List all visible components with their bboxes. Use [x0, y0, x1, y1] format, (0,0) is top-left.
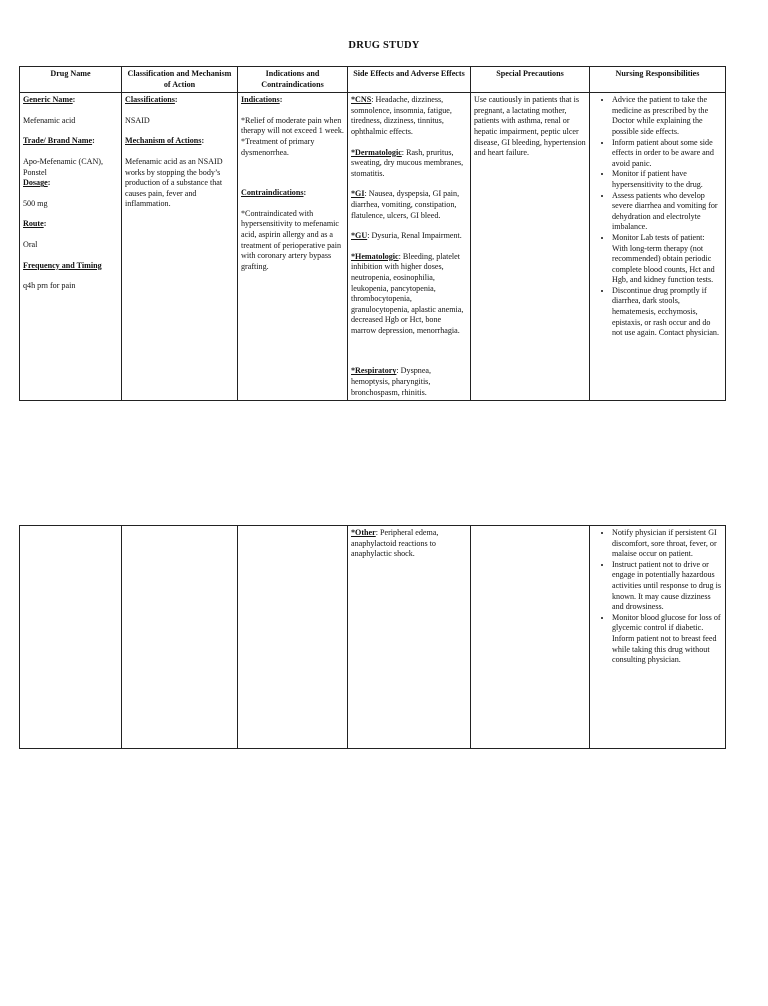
side-effects-cell — [348, 526, 471, 749]
empty-cell — [238, 526, 348, 749]
nursing-item: • Monitor if patient have hypersensitivity to the drug. — [612, 169, 722, 190]
empty-cell — [471, 526, 590, 749]
header-row — [20, 67, 726, 93]
drug-study-table-continued — [19, 525, 726, 749]
classification-label: Classifications — [125, 95, 175, 105]
drug-study-table — [19, 66, 726, 401]
derm-label: *Dermatologic — [351, 147, 402, 157]
mechanism-value: Mefenamic acid as an NSAID works by stopping the body’s production of a substance that causes pain, fever and inflammation. — [125, 156, 223, 209]
resp-value: : Dyspnea, hemoptysis, pharyngitis, bronchospasm, rhinitis. — [351, 366, 432, 397]
header-classification: Classification and Mechanism of Action — [122, 67, 238, 93]
indications-cell: Indications: *Relief of moderate pain when therapy will not exceed 1 week. *Treatment of primary dysmenorrhea. Contraindications: *Contraindicated with hypersensitivity to mefenamic acid, aspirin allergy and as a treatment of perioperative pain with coronary artery bypass grafting. — [238, 93, 348, 401]
classification-value: NSAID — [125, 115, 150, 125]
derm-value: : Rash, pruritus, sweating, dry mucous membranes, stomatitis. — [351, 147, 464, 178]
nursing-item: • Notify physician if persistent GI discomfort, sore throat, fever, or malaise occur on patient. — [612, 528, 722, 560]
hema-value: : Bleeding, platelet inhibition with higher doses, neutropenia, eosinophilia, leukopenia, pancytopenia, thrombocytopenia, granulocytopenia, aplastic anemia, decreased Hgb or Hct, bone marrow depression, menorrhagia. — [351, 251, 464, 335]
route-label: Route — [23, 219, 44, 229]
header-side-effects: Side Effects and Adverse Effects — [348, 67, 471, 93]
gu-label: *GU — [351, 231, 368, 241]
nursing-list — [593, 528, 722, 666]
indication-item: *Relief of moderate pain when therapy will not exceed 1 week. — [241, 115, 344, 136]
table-row — [20, 526, 726, 749]
side-effects-cell — [348, 93, 471, 401]
header-nursing: Nursing Responsibilities — [590, 67, 726, 93]
other-label: *Other — [351, 528, 376, 537]
header-indications: Indications and Contraindications — [238, 67, 348, 93]
header-drug-name: Drug Name — [20, 67, 122, 93]
other-value: : Peripheral edema, anaphylactoid reactions to anaphylactic shock. — [351, 528, 439, 559]
trade-name-value: Apo-Mefenamic (CAN), Ponstel — [23, 156, 104, 177]
generic-name-value: Mefenamic acid — [23, 115, 76, 125]
resp-label: *Respiratory — [351, 366, 397, 376]
frequency-value: q4h prn for pain — [23, 281, 76, 291]
nursing-item: • Instruct patient not to drive or engage in potentially hazardous activities until response to drug is known. It may cause dizziness and drowsiness. — [612, 560, 722, 613]
contraindications-value: *Contraindicated with hypersensitivity to mefenamic acid, aspirin allergy and as a treatment of perioperative pain with coronary artery bypass grafting. — [241, 208, 342, 271]
precautions-text: Use cautiously in patients that is pregnant, a lactating mother, patients with asthma, renal or hepatic impairment, peptic ulcer disease, GI bleeding, hypertension and heart failure. — [474, 95, 586, 158]
gu-value: : Dysuria, Renal Impairment. — [367, 231, 462, 241]
nursing-item: • Inform patient about some side effects in order to be aware and avoid panic. — [612, 138, 722, 170]
hema-label: *Hematologic — [351, 251, 399, 261]
trade-name-label: Trade/ Brand Name — [23, 136, 93, 146]
precautions-cell — [471, 93, 590, 401]
indication-item: *Treatment of primary dysmenorrhea. — [241, 136, 315, 157]
nursing-item: • Advice the patient to take the medicine as prescribed by the Doctor while explaining the possible side effects. — [612, 95, 722, 137]
indications-label: Indications — [241, 95, 280, 105]
dosage-value: 500 mg — [23, 198, 48, 208]
nursing-item: • Monitor blood glucose for loss of glycemic control if diabetic. Inform patient not to breast feed while taking this drug without consulting physician. — [612, 613, 722, 666]
cns-label: *CNS — [351, 95, 372, 105]
route-value: Oral — [23, 239, 38, 249]
page-title: DRUG STUDY — [348, 40, 420, 51]
mechanism-label: Mechanism of Actions — [125, 136, 202, 146]
generic-name-label: Generic Name — [23, 95, 73, 105]
classification-cell: Classifications: NSAID Mechanism of Actions: Mefenamic acid as an NSAID works by stopping the body’s production of a substance that causes pain, fever and inflammation. — [122, 93, 238, 401]
nursing-list — [593, 95, 722, 339]
dosage-label: Dosage — [23, 178, 48, 188]
drug-name-cell: Generic Name: Mefenamic acid Trade/ Brand Name: Apo-Mefenamic (CAN), Ponstel Dosage: 500 mg Route: Oral Frequency and Timing q4h prn for pain — [20, 93, 122, 401]
table-row — [20, 93, 726, 401]
cns-value: : Headache, dizziness, somnolence, insomnia, fatigue, tiredness, dizziness, tinnitus, ophthalmic effects. — [351, 95, 452, 136]
header-precautions: Special Precautions — [471, 67, 590, 93]
gi-value: : Nausea, dyspepsia, GI pain, diarrhea, vomiting, constipation, flatulence, ulcers, GI bleed. — [351, 189, 460, 220]
empty-cell — [122, 526, 238, 749]
nursing-cell — [590, 526, 726, 749]
nursing-item: • Discontinue drug promptly if diarrhea, dark stools, hematemesis, ecchymosis, epistaxis, or rash occur and do not use again. Contact physician. — [612, 286, 722, 339]
frequency-label: Frequency and Timing — [23, 260, 102, 270]
nursing-item: • Assess patients who develop severe diarrhea and vomiting for dehydration and electrolyte imbalance. — [612, 191, 722, 233]
nursing-item: • Monitor Lab tests of patient: With long-term therapy (not recommended) obtain periodic complete blood counts, Hct and Hgb, and kidney function tests. — [612, 233, 722, 286]
empty-cell — [20, 526, 122, 749]
contraindications-label: Contraindications — [241, 188, 304, 198]
nursing-cell — [590, 93, 726, 401]
gi-label: *GI — [351, 189, 365, 199]
